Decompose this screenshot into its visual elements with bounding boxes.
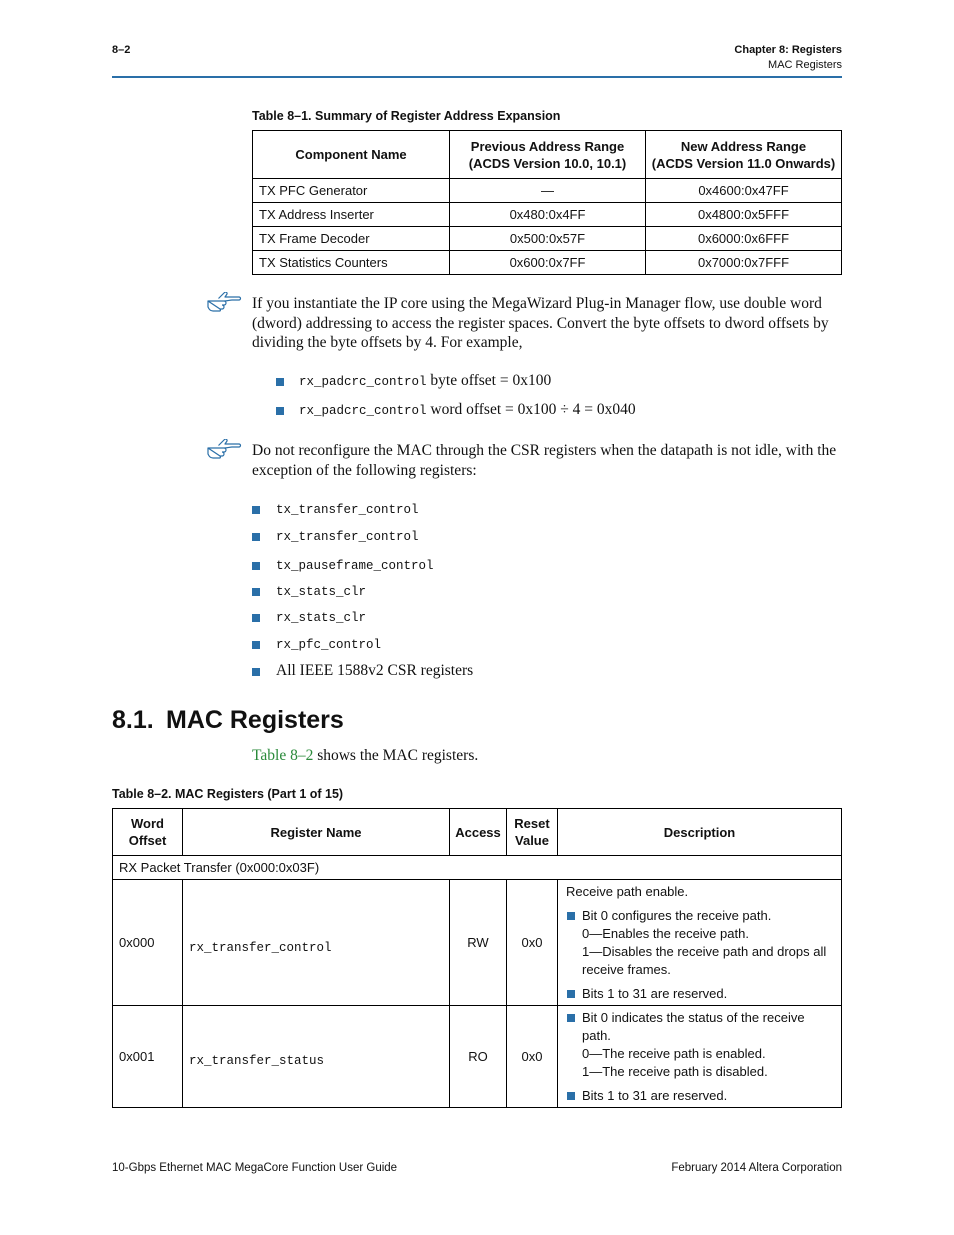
intro-text: shows the MAC registers. — [313, 747, 479, 764]
word-offset-cell: 0x000 — [113, 880, 183, 1006]
register-name: rx_transfer_status — [189, 1054, 325, 1068]
note2-bullet-6: rx_pfc_control — [276, 638, 382, 652]
section-heading — [112, 706, 344, 735]
pointing-hand-note-icon — [206, 439, 242, 459]
register-name-cell — [183, 1006, 450, 1108]
note1-text: If you instantiate the IP core using the MegaWizard Plug-in Manager flow, use double word (dword) addressing to access the register spaces. Convert the byte offsets to dword offsets by dividing the byte offsets by 4. For example, — [252, 295, 829, 351]
table-cell: 0x500:0x57F — [450, 227, 646, 251]
mac-registers-table — [112, 808, 842, 1108]
register-name: rx_transfer_control — [189, 941, 332, 955]
bullet-marker — [252, 533, 260, 541]
table-row — [113, 1006, 842, 1108]
bullet-marker — [252, 562, 260, 570]
header-line: Reset — [514, 816, 550, 831]
table-cell: — — [450, 179, 646, 203]
table-cell: TX PFC Generator — [253, 179, 450, 203]
bullet-marker — [276, 407, 284, 415]
note1-bullet-1 — [299, 372, 551, 391]
bullet-marker — [252, 668, 260, 676]
table-cell: TX Frame Decoder — [253, 227, 450, 251]
reset-value-cell: 0x0 — [507, 880, 558, 1006]
table1-header-new-line2: (ACDS Version 11.0 Onwards) — [651, 155, 836, 171]
bullet-marker — [252, 588, 260, 596]
bullet-marker — [252, 641, 260, 649]
reset-value-cell: 0x0 — [507, 1006, 558, 1108]
description-intro: Receive path enable. — [566, 883, 689, 899]
table-link[interactable]: Table 8–2 — [252, 747, 314, 764]
table-cell: 0x7000:0x7FFF — [646, 251, 842, 275]
description-line: Bit 0 indicates the status of the receive path. — [582, 1009, 805, 1043]
table-cell: TX Statistics Counters — [253, 251, 450, 275]
table-cell: 0x6000:0x6FFF — [646, 227, 842, 251]
description-bullet: Bits 1 to 31 are reserved. — [566, 1087, 835, 1105]
description-cell — [558, 1006, 842, 1108]
header-line: Offset — [128, 833, 167, 848]
note2-bullet-3: tx_pauseframe_control — [276, 559, 434, 573]
access-cell: RO — [450, 1006, 507, 1108]
table1-header-previous-line2: (ACDS Version 10.0, 10.1) — [468, 155, 627, 171]
table-row — [253, 227, 842, 251]
description-bullet: Bits 1 to 31 are reserved. — [566, 985, 835, 1003]
table-cell: 0x600:0x7FF — [450, 251, 646, 275]
access-cell: RW — [450, 880, 507, 1006]
bullet-marker — [276, 378, 284, 386]
bullet-text: byte offset = 0x100 — [426, 372, 552, 389]
table-row — [113, 880, 842, 1006]
section-title: MAC Registers — [768, 59, 842, 71]
bullet-marker — [252, 506, 260, 514]
table-cell: TX Address Inserter — [253, 203, 450, 227]
header-line: Word — [131, 816, 164, 831]
table-row — [253, 203, 842, 227]
bullet-text: word offset = 0x100 ÷ 4 = 0x040 — [426, 401, 636, 418]
description-cell — [558, 880, 842, 1006]
note2-bullet-5: rx_stats_clr — [276, 611, 367, 625]
header-line: Value — [515, 833, 549, 848]
pointing-hand-note-icon — [206, 292, 242, 312]
table2-header-description: Description — [558, 809, 842, 856]
table-cell: 0x480:0x4FF — [450, 203, 646, 227]
description-line: 0—The receive path is enabled. — [582, 1045, 766, 1061]
table1-header-previous — [450, 131, 646, 179]
word-offset-cell: 0x001 — [113, 1006, 183, 1108]
register-name: rx_padcrc_control — [299, 404, 427, 418]
table-cell: 0x4800:0x5FFF — [646, 203, 842, 227]
table2-caption: Table 8–2. MAC Registers (Part 1 of 15) — [112, 787, 344, 801]
description-bullet — [566, 907, 835, 979]
table1-header-component: Component Name — [253, 131, 450, 179]
table-group-row — [113, 856, 842, 880]
chapter-title: Chapter 8: Registers — [734, 44, 842, 56]
description-bullet — [566, 1009, 835, 1081]
table2-header-word-offset — [113, 809, 183, 856]
note2-bullet-2: rx_transfer_control — [276, 530, 419, 544]
note1-bullet-2 — [299, 401, 636, 420]
note2-bullet-1: tx_transfer_control — [276, 503, 419, 517]
table1-caption: Table 8–1. Summary of Register Address Expansion — [252, 109, 561, 123]
note2-text: Do not reconfigure the MAC through the CSR registers when the datapath is not idle, with the exception of the following registers: — [252, 442, 837, 479]
header-rule — [112, 76, 842, 78]
group-label: RX Packet Transfer (0x000:0x03F) — [113, 856, 842, 880]
description-line: 0—Enables the receive path. — [582, 925, 749, 941]
table2-header-access: Access — [450, 809, 507, 856]
address-expansion-table — [252, 130, 842, 275]
table1-header-new — [646, 131, 842, 179]
table1-header-previous-line1: Previous Address Range — [470, 138, 625, 154]
register-name: rx_padcrc_control — [299, 375, 427, 389]
note2-bullet-4: tx_stats_clr — [276, 585, 367, 599]
table1-header-new-line1: New Address Range — [680, 138, 807, 154]
table-row — [253, 251, 842, 275]
page-number: 8–2 — [112, 44, 131, 56]
bullet-marker — [252, 614, 260, 622]
table-cell: 0x4600:0x47FF — [646, 179, 842, 203]
table-row — [253, 179, 842, 203]
description-line: 1—The receive path is disabled. — [582, 1063, 768, 1079]
description-line: Bit 0 configures the receive path. — [582, 907, 772, 923]
footer-guide-title: 10-Gbps Ethernet MAC MegaCore Function User Guide — [112, 1162, 398, 1174]
section-heading-title: MAC Registers — [166, 706, 344, 734]
note2-bullet-7: All IEEE 1588v2 CSR registers — [276, 662, 474, 679]
table2-header-reset-value — [507, 809, 558, 856]
register-name-cell — [183, 880, 450, 1006]
table2-header-register-name: Register Name — [183, 809, 450, 856]
section-intro — [252, 747, 478, 765]
section-number: 8.1. — [112, 706, 154, 734]
description-line: 1—Disables the receive path and drops all receive frames. — [582, 943, 827, 977]
footer-date-company: February 2014 Altera Corporation — [671, 1162, 842, 1174]
